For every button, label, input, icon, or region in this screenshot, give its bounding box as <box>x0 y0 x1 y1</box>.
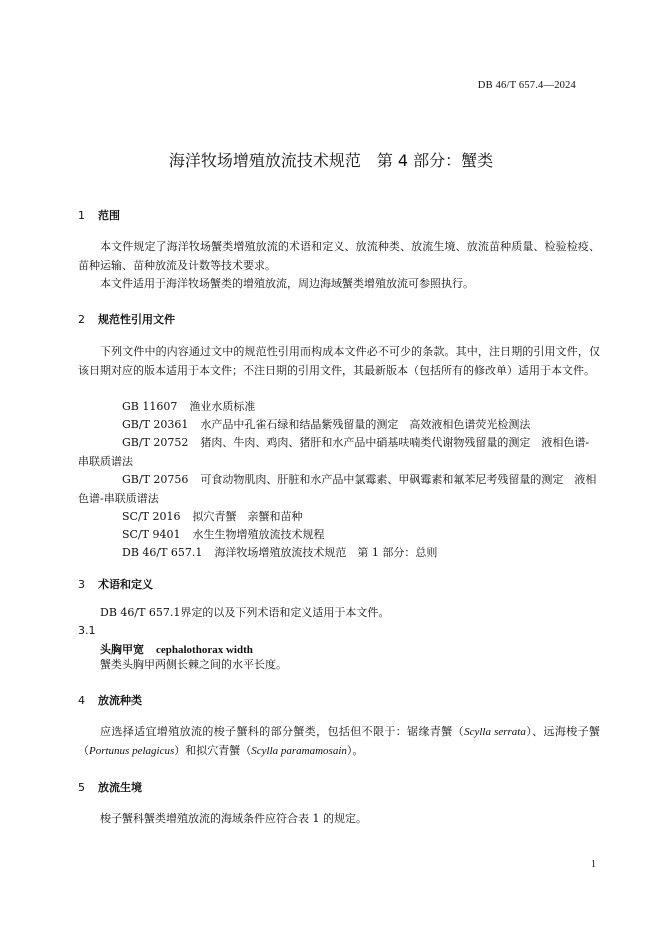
term-heading <box>100 641 253 657</box>
section-5-heading <box>78 779 142 795</box>
term-chinese: 头胸甲宽 <box>100 643 144 656</box>
reference-title: 可食动物肌肉、肝脏和水产品中氯霉素、甲砜霉素和氟苯尼考残留量的测定 液相色谱-串联质谱法 <box>78 473 597 505</box>
text-run: 应选择适宜增殖放流的梭子蟹科的部分蟹类，包括但不限于：锯缘青蟹（ <box>100 725 465 738</box>
section-number: 4 <box>78 694 85 707</box>
section-title: 规范性引用文件 <box>98 313 175 326</box>
section-number: 3 <box>78 578 85 591</box>
species-name: Scylla serrata <box>464 726 526 738</box>
section-number: 2 <box>78 313 85 326</box>
section-number: 1 <box>78 209 85 222</box>
section-1-para-1: 本文件规定了海洋牧场蟹类增殖放流的术语和定义、放流种类、放流生境、放流苗种质量、检验检疫、苗种运输、苗种放流及计数等技术要求。 <box>78 240 600 272</box>
reference-code: GB/T 20752 <box>122 436 189 449</box>
reference-title: 水产品中孔雀石绿和结晶紫残留量的测定 高效液相色谱荧光检测法 <box>200 418 531 431</box>
section-1-para-2: 本文件适用于海洋牧场蟹类的增殖放流，周边海域蟹类增殖放流可参照执行。 <box>100 277 474 290</box>
section-4-para-1 <box>78 723 600 760</box>
reference-code: SC/T 2016 <box>122 510 181 523</box>
document-title: 海洋牧场增殖放流技术规范 第 4 部分：蟹类 <box>168 151 494 170</box>
section-5-para-1: 梭子蟹科蟹类增殖放流的海域条件应符合表 1 的规定。 <box>100 812 367 825</box>
reference-title: 水生生物增殖放流技术规程 <box>192 528 325 541</box>
reference-code: SC/T 9401 <box>122 528 181 541</box>
reference-code: GB/T 20361 <box>122 418 189 431</box>
section-4-heading <box>78 692 142 708</box>
text-run: ）和拟穴青蟹（ <box>174 743 252 757</box>
document-code: DB 46/T 657.4—2024 <box>477 80 576 91</box>
reference-title: 渔业水质标准 <box>189 400 256 413</box>
section-2-para-1: 下列文件中的内容通过文中的规范性引用而构成本文件必不可少的条款。其中，注日期的引用文件，仅该日期对应的版本适用于本文件；不注日期的引用文件，其最新版本（包括所有的修改单）适用于本文件。 <box>78 345 600 377</box>
reference-item <box>78 471 600 508</box>
reference-title: 拟穴青蟹 亲蟹和苗种 <box>192 510 303 523</box>
reference-title: 猪肉、牛肉、鸡肉、猪肝和水产品中硝基呋喃类代谢物残留量的测定 液相色谱-串联质谱法 <box>78 436 590 468</box>
reference-title: 海洋牧场增殖放流技术规范 第 1 部分：总则 <box>214 546 438 559</box>
reference-item <box>78 526 600 545</box>
species-name: Portunus pelagicus <box>89 744 175 757</box>
term-english: cephalothorax width <box>156 644 253 656</box>
section-title: 放流生境 <box>98 781 142 794</box>
reference-item <box>78 508 600 527</box>
page-number: 1 <box>591 859 596 870</box>
reference-code: GB/T 20756 <box>122 473 189 486</box>
reference-item <box>78 398 600 417</box>
text-run: ）、远海梭子蟹（ <box>78 725 600 757</box>
section-title: 范围 <box>98 209 120 222</box>
section-3-heading <box>78 576 153 592</box>
reference-item <box>78 416 600 435</box>
reference-code: GB 11607 <box>122 400 178 413</box>
section-1-heading <box>78 207 120 223</box>
term-definition: 蟹类头胸甲两侧长棘之间的水平长度。 <box>100 658 287 671</box>
section-number: 5 <box>78 781 85 794</box>
text-run: ）。 <box>346 743 364 757</box>
reference-item <box>78 434 600 471</box>
section-3-para-1: DB 46/T 657.1界定的以及下列术语和定义适用于本文件。 <box>100 606 390 619</box>
term-number: 3.1 <box>78 624 96 637</box>
section-title: 术语和定义 <box>98 578 153 591</box>
reference-item <box>78 544 600 563</box>
section-title: 放流种类 <box>98 694 142 707</box>
reference-code: DB 46/T 657.1 <box>122 546 203 559</box>
species-name: Scylla paramamosain <box>251 744 347 757</box>
section-2-heading <box>78 311 175 327</box>
